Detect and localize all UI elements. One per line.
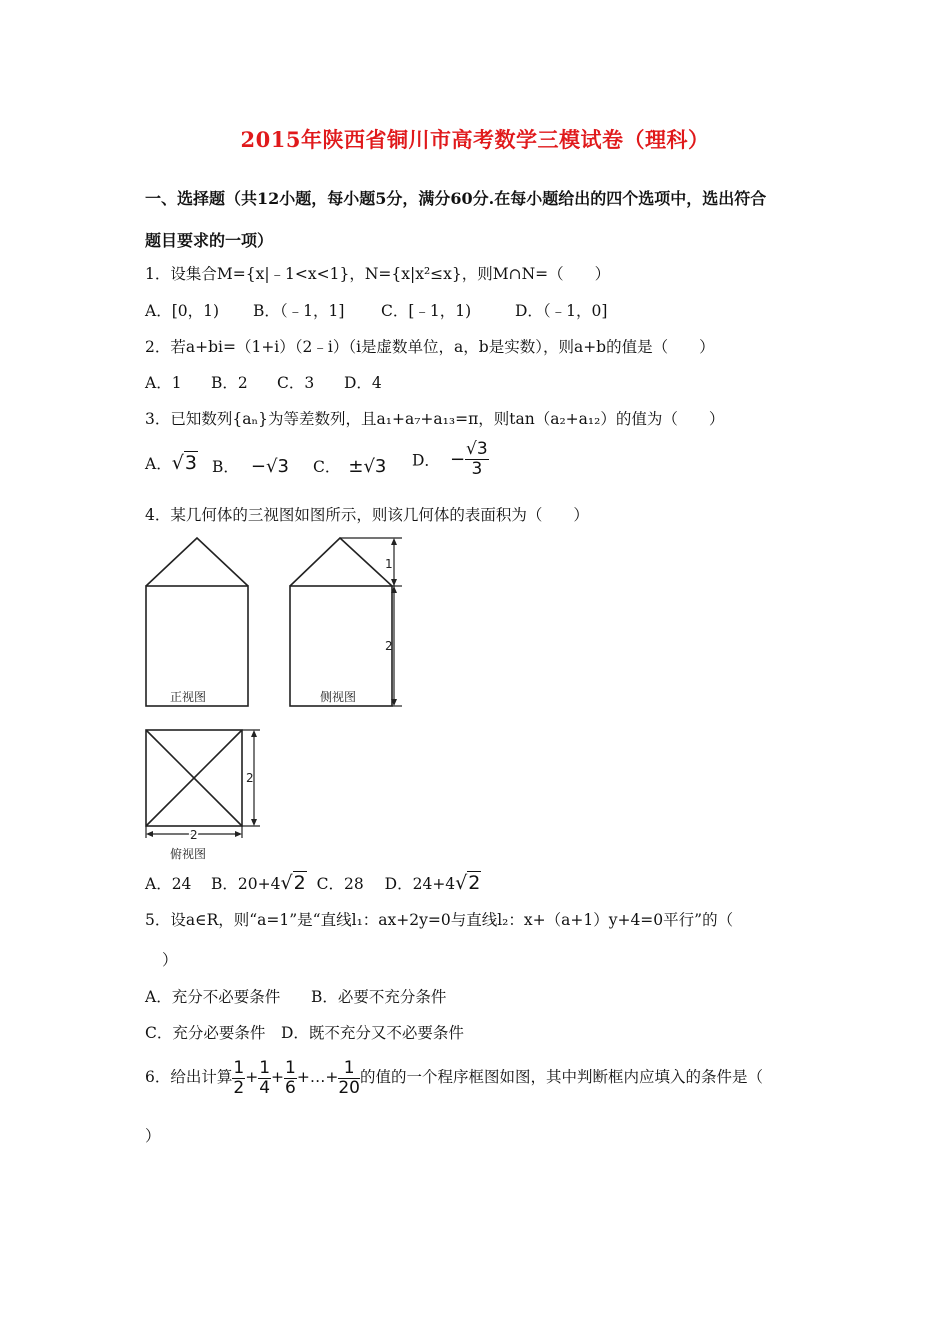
option-b: B．（﹣1，1] [253, 302, 345, 320]
fraction-1-2: $\frac{1}{2}$ [233, 1057, 245, 1098]
dim-label-top-h: 2 [246, 771, 254, 785]
section-heading: 一、选择题（共12小题，每小题5分，满分60分.在每小题给出的四个选项中，选出符合 [145, 189, 767, 208]
fraction-1-4: $\frac{1}{4}$ [259, 1057, 271, 1098]
plusminus-sqrt-3: ±√3 [348, 456, 387, 477]
option-b: B．必要不充分条件 [311, 988, 447, 1006]
dim-label-2: 2 [385, 639, 393, 653]
dim-label-top-w: 2 [190, 828, 198, 842]
question-3: 3．已知数列{aₙ}为等差数列，且a₁+a₇+a₁₃=π，则tan（a₂+a₁₂）的值为（ ） [145, 410, 725, 428]
page-title: 2015年陕西省铜川市高考数学三模试卷（理科） [240, 127, 710, 152]
fraction-sqrt3-over-3: $\frac{√3}{3}$ [466, 439, 488, 479]
q3-option-a [145, 452, 198, 474]
section-heading-cont: 题目要求的一项） [145, 231, 274, 250]
q3-option-c [313, 455, 386, 477]
side-view-label: 侧视图 [320, 690, 357, 704]
top-view [146, 730, 242, 826]
option-d: D．既不充分又不必要条件 [281, 1024, 464, 1042]
dim-label-1: 1 [385, 557, 393, 571]
fraction-1-6: $\frac{1}{6}$ [285, 1057, 296, 1098]
question-1: 1．设集合M={x|﹣1<x<1}，N={x|x²≤x}，则M∩N=（ ） [145, 265, 611, 283]
fraction-1-20: $\frac{1}{20}$ [338, 1057, 360, 1098]
option-d-label: D．24+4 [384, 875, 456, 893]
question-6: 6．给出计算 $\frac{1}{2}$ + $\frac{1}{4}$ + $\frac{1}{6}$ +…+ $\frac{1}{20}$ 的值的一个程序框图如图，其中判断框内应填入的条件是（ [145, 1057, 763, 1098]
question-6-cont: ） [145, 1127, 161, 1145]
option-a: A．1 [145, 374, 182, 392]
q3-option-b [212, 455, 289, 477]
question-5-cont: ） [162, 951, 178, 969]
option-b-label: B．20+4 [211, 875, 281, 893]
question-4: 4．某几何体的三视图如图所示，则该几何体的表面积为（ ） [145, 506, 589, 524]
front-view-label: 正视图 [170, 690, 207, 704]
option-c: C．充分必要条件 [145, 1024, 266, 1042]
option-c-label: C． [313, 458, 341, 476]
side-view [290, 538, 392, 706]
option-c: C．[﹣1，1) [381, 302, 472, 320]
minus-sqrt-3: −√3 [250, 456, 289, 477]
question-5-options-row1 [145, 985, 446, 1007]
sqrt-3: √3 [171, 452, 197, 474]
option-a-label: A． [145, 455, 172, 473]
q3-option-d: D． − $\frac{√3}{3}$ [412, 439, 488, 479]
question-2-options [145, 371, 382, 393]
option-c: C．28 [316, 875, 364, 893]
option-d-label: D． [412, 451, 440, 470]
option-a: A．24 [145, 875, 192, 893]
question-5-options-row2 [145, 1021, 464, 1043]
question-4-options [145, 872, 481, 894]
top-view-label: 俯视图 [170, 847, 207, 861]
option-d: D．（﹣1，0] [515, 302, 608, 320]
question-5: 5．设a∈R，则“a=1”是“直线l₁：ax+2y=0与直线l₂：x+（a+1）y+4=0平行”的（ [145, 911, 734, 929]
option-a: A．充分不必要条件 [145, 988, 281, 1006]
question-2: 2．若a+bi=（1+i）（2﹣i）（i是虚数单位，a，b是实数），则a+b的值是（ ） [145, 338, 715, 356]
front-view [146, 538, 248, 706]
question-1-options [145, 299, 607, 321]
option-d: D．4 [344, 374, 382, 392]
option-b: B．2 [211, 374, 248, 392]
sqrt-2: √2 [280, 872, 306, 894]
option-b-label: B． [212, 458, 239, 476]
sqrt-2: √2 [455, 872, 481, 894]
three-view-diagram [140, 530, 420, 870]
option-a: A．[0，1) [145, 302, 220, 320]
option-c: C．3 [277, 374, 315, 392]
